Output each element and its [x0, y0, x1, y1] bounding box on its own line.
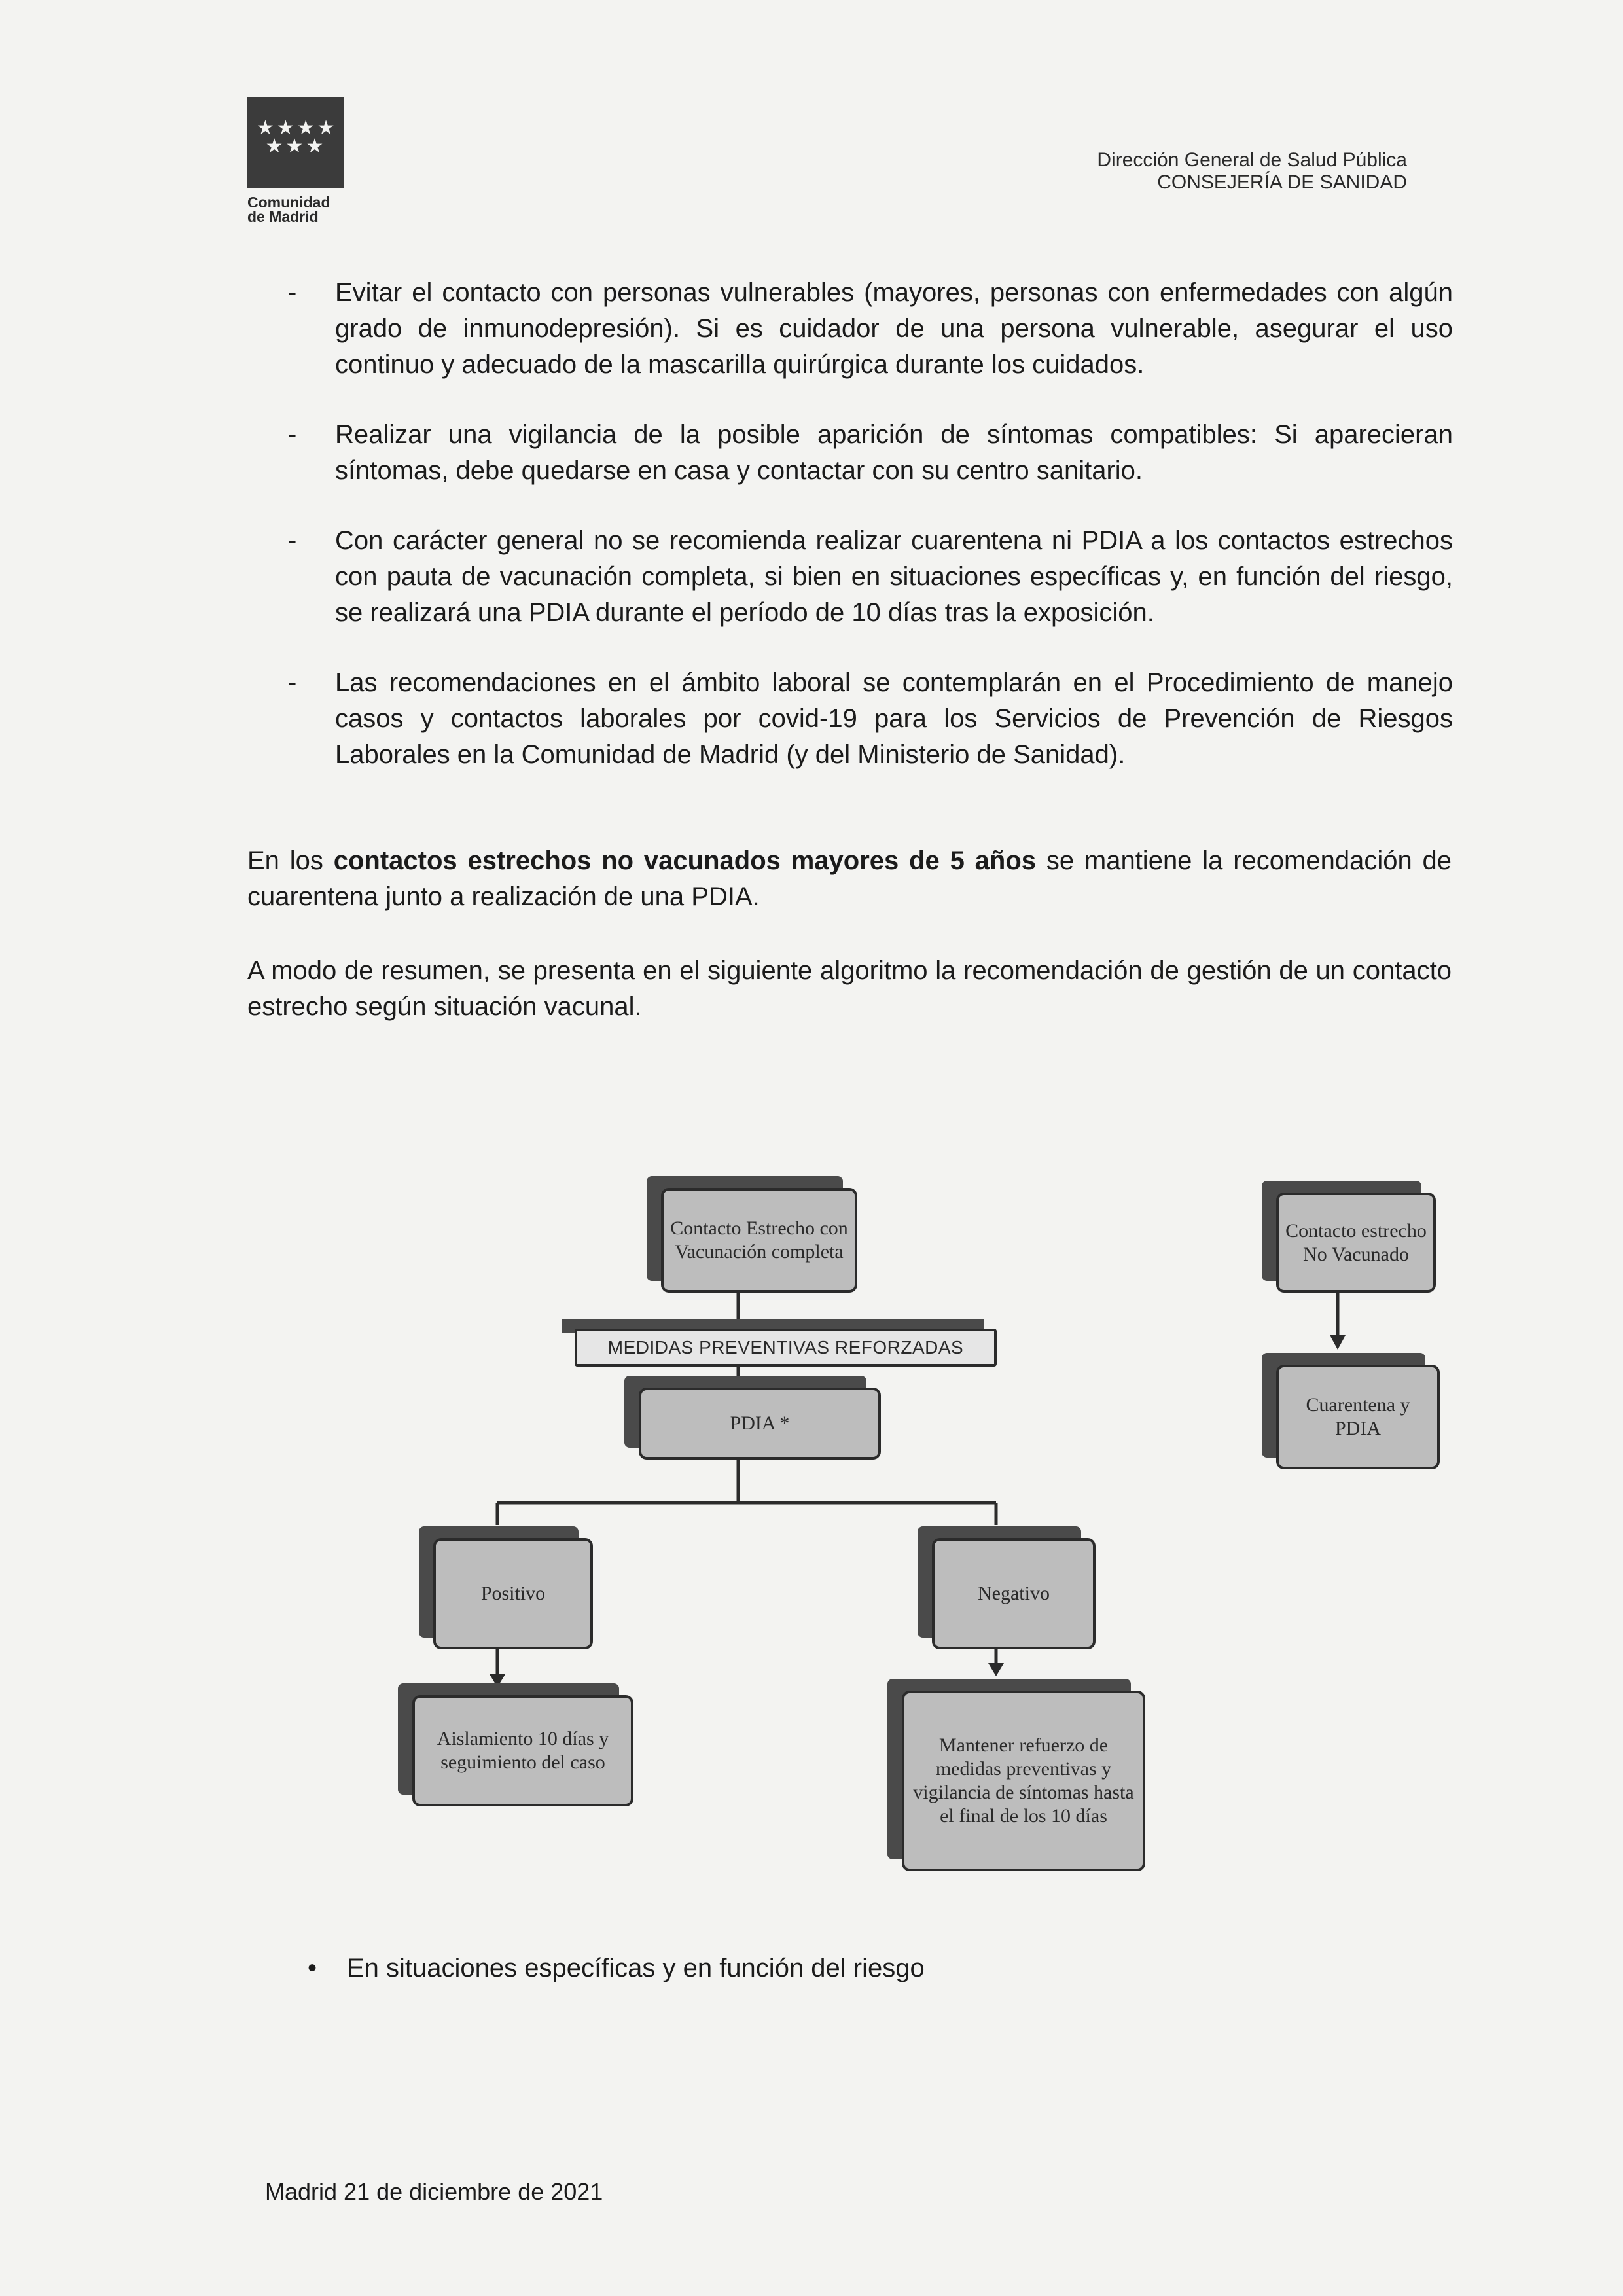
- list-item-text: Con carácter general no se recomienda realizar cuarentena ni PDIA a los contactos estrechos con pauta de vacunación completa, si bien en situaciones específicas y, en función del riesgo, se realizará una PDIA durante el período de 10 días tras la exposición.: [335, 526, 1453, 627]
- summary-paragraph: A modo de resumen, se presenta en el siguiente algoritmo la recomendación de gestión de un contacto estrecho según situación vacunal.: [247, 956, 1452, 1021]
- footnote-text: En situaciones específicas y en función del riesgo: [347, 1954, 925, 1982]
- box-label: Contacto estrecho No Vacunado: [1285, 1219, 1427, 1265]
- box-label: Contacto Estrecho con Vacunación completa: [670, 1217, 848, 1263]
- box-label: Positivo: [480, 1583, 546, 1604]
- logo-name-line1: Comunidad: [247, 194, 330, 211]
- quarantine-box: [1276, 1365, 1440, 1469]
- box-label: Aislamiento 10 días y seguimiento del caso: [437, 1728, 609, 1773]
- footer-date: Madrid 21 de diciembre de 2021: [265, 2178, 603, 2205]
- maintain-measures-box: [902, 1691, 1145, 1871]
- list-item-text: Evitar el contacto con personas vulnerables (mayores, personas con enfermedades con algún grado de inmunodepresión). Si es cuidador de una persona vulnerable, asegurar el uso continuo y adecuado de la mascarilla quirúrgica durante los cuidados.: [335, 278, 1453, 379]
- dash-marker: -: [288, 526, 297, 555]
- para1-before: En los: [247, 846, 334, 875]
- pdia-box: [639, 1388, 881, 1460]
- list-item-text: Realizar una vigilancia de la posible aparición de síntomas compatibles: Si aparecieran síntomas, debe quedarse en casa y contactar con su centro sanitario.: [335, 420, 1453, 485]
- vaccinated-contact-box: [661, 1188, 857, 1293]
- box-label: MEDIDAS PREVENTIVAS REFORZADAS: [575, 1329, 997, 1367]
- arrow-down-icon: [1330, 1335, 1346, 1350]
- para1-bold: contactos estrechos no vacunados mayores de 5 años: [333, 846, 1036, 875]
- footnote: [308, 1952, 925, 1984]
- isolation-box: [412, 1695, 633, 1806]
- measures-bar: [575, 1329, 997, 1367]
- dept-line1: Dirección General de Salud Pública: [1097, 149, 1407, 171]
- dept-line2: CONSEJERÍA DE SANIDAD: [1157, 171, 1407, 193]
- bullet-dot: •: [308, 1954, 317, 1982]
- box-label: PDIA *: [730, 1412, 790, 1434]
- positive-box: [433, 1538, 593, 1649]
- list-item-text: Las recomendaciones en el ámbito laboral se contemplarán en el Procedimiento de manejo casos y contactos laborales por covid-19 para los Servicios de Prevención de Riesgos Laborales en la Comunidad de Madrid (y del Ministerio de Sanidad).: [335, 668, 1453, 769]
- para1-after: se mantiene la recomendación de cuarentena junto a realización de una PDIA.: [247, 846, 1452, 911]
- unvaccinated-contact-box: [1276, 1193, 1436, 1293]
- dash-marker: -: [288, 668, 297, 697]
- box-label: Cuarentena y PDIA: [1306, 1394, 1410, 1439]
- dash-marker: -: [288, 420, 297, 449]
- negative-box: [932, 1538, 1096, 1649]
- box-label: Mantener refuerzo de medidas preventivas y vigilancia de síntomas hasta el final de los 10 días: [913, 1734, 1134, 1827]
- logo-name-line2: de Madrid: [247, 208, 319, 225]
- logo-stars-icon: ★★★★ ★★★: [257, 117, 338, 158]
- dash-marker: -: [288, 278, 297, 307]
- arrow-down-icon: [988, 1663, 1004, 1676]
- box-label: Negativo: [978, 1583, 1050, 1604]
